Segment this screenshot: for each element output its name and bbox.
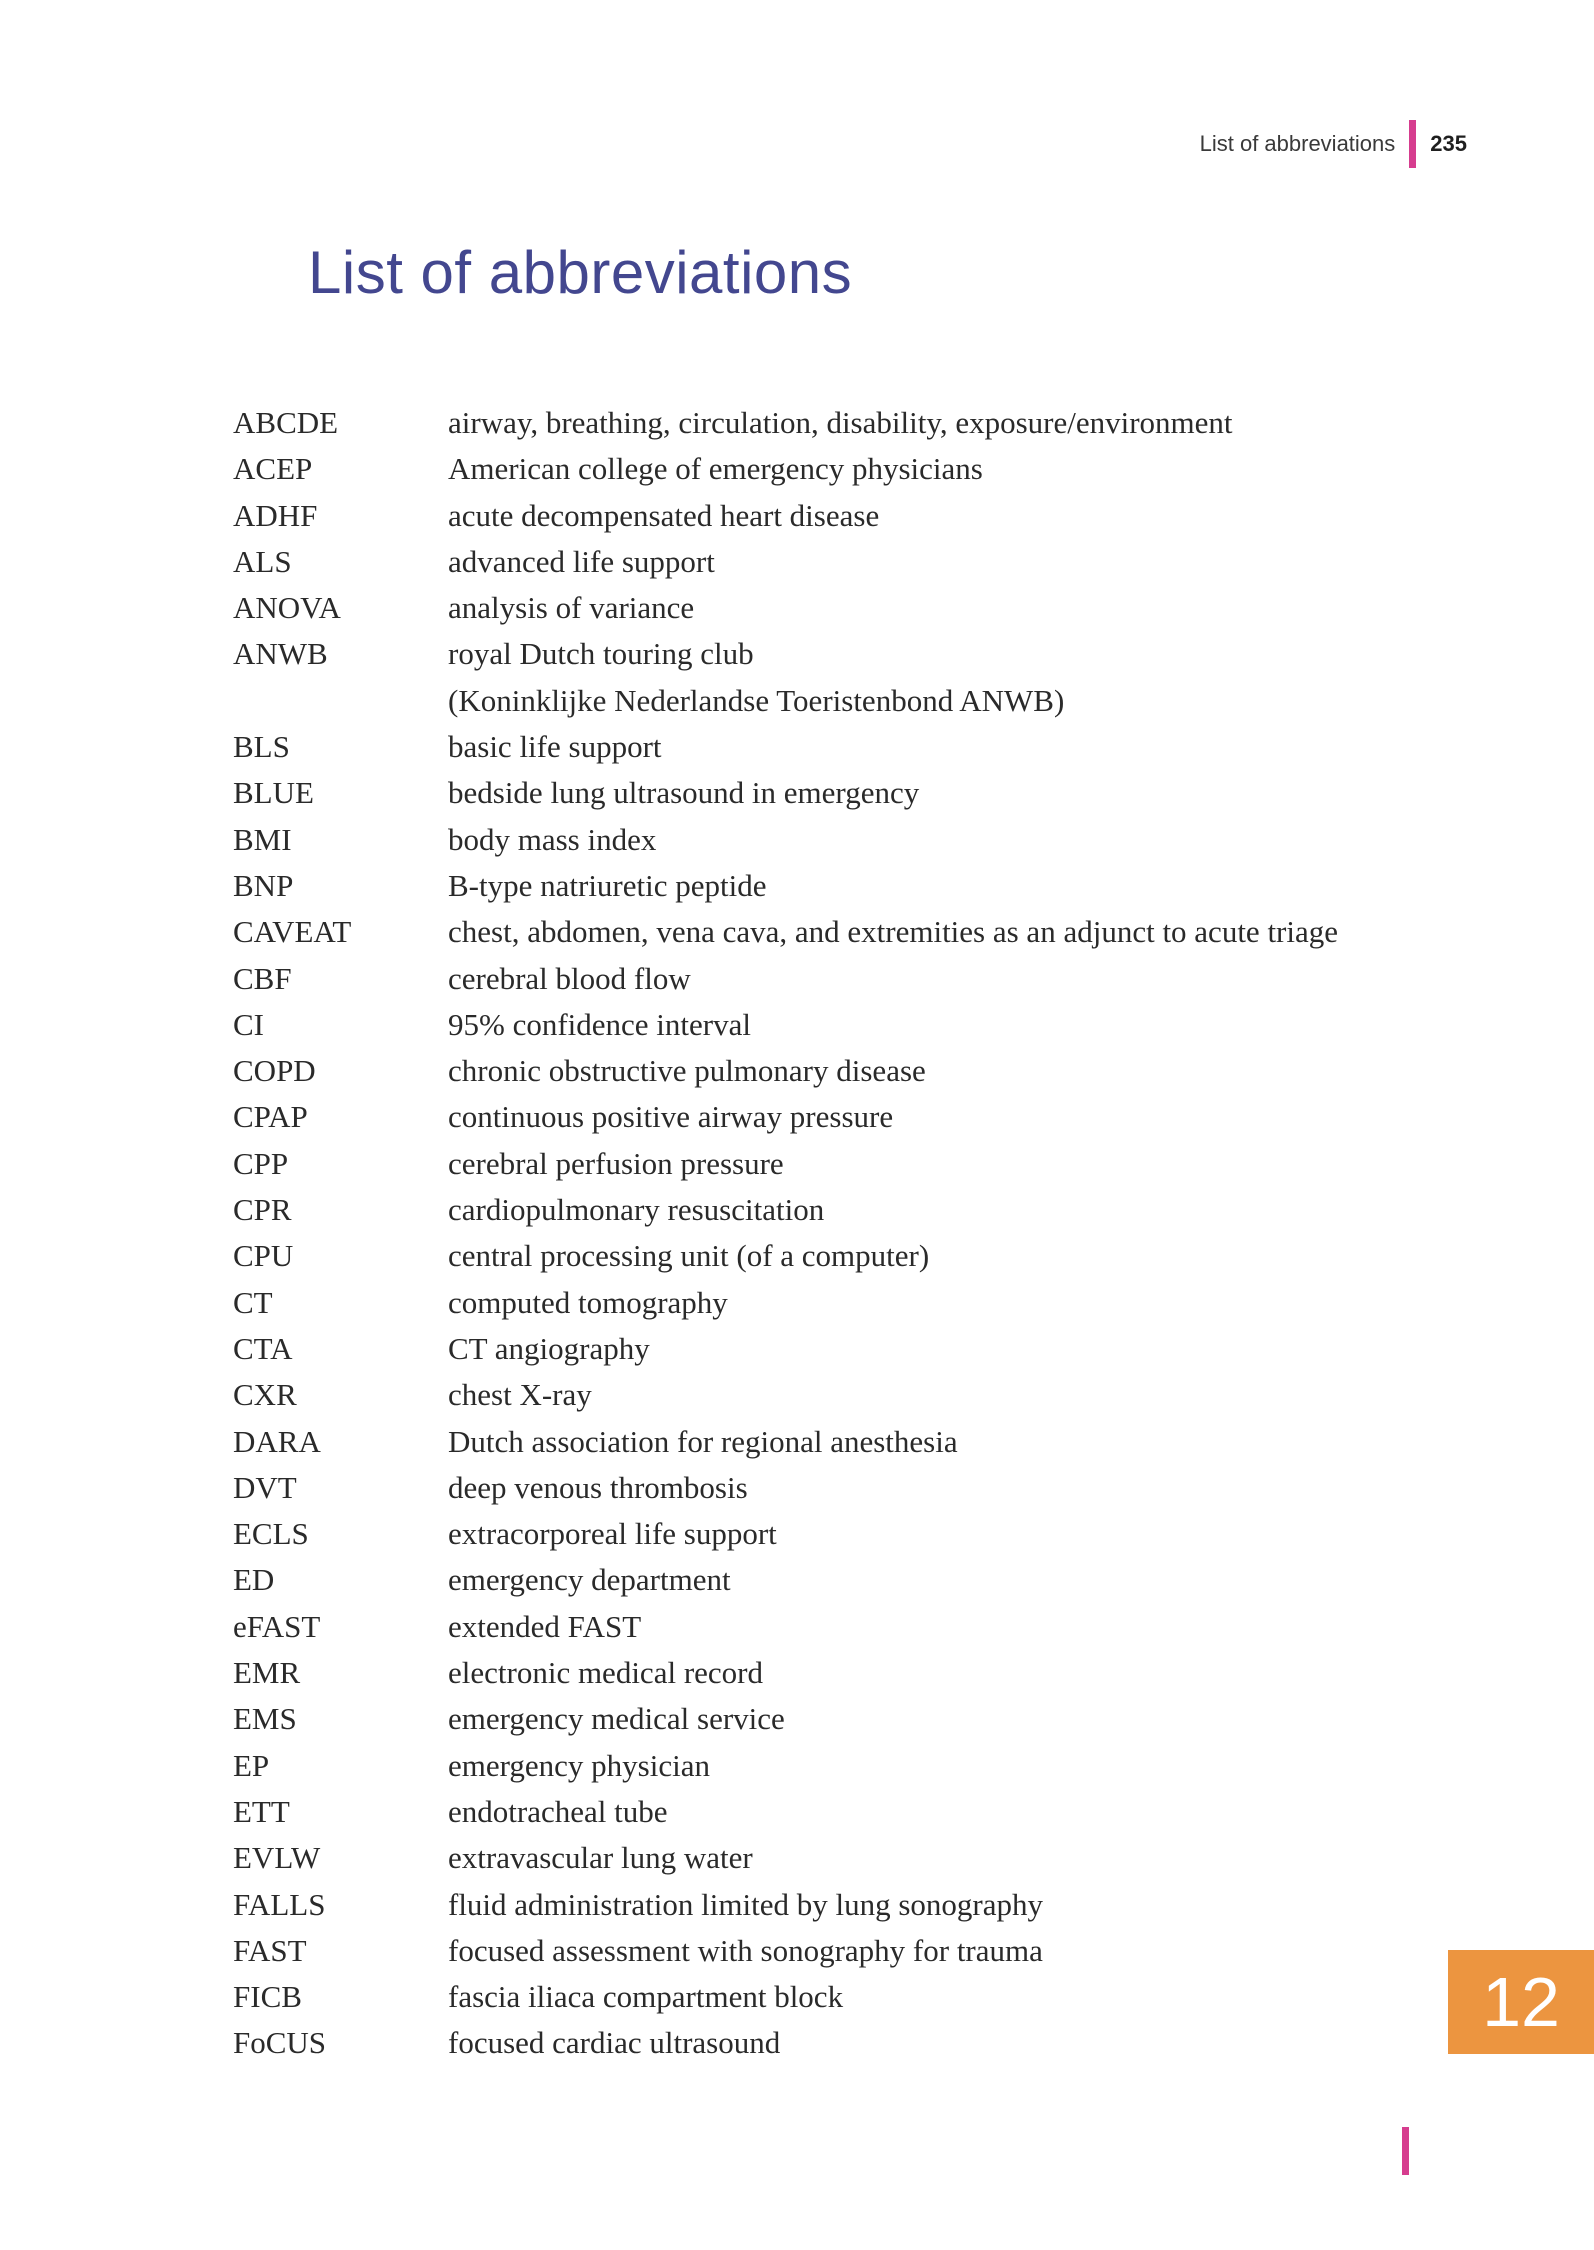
abbreviation-term: CAVEAT bbox=[233, 914, 352, 950]
abbreviation-definition: emergency physician bbox=[448, 1747, 710, 1783]
abbreviation-definition: central processing unit (of a computer) bbox=[448, 1238, 930, 1274]
abbreviation-definition: focused assessment with sonography for trauma bbox=[448, 1932, 1043, 1968]
abbreviation-term: CPAP bbox=[233, 1099, 308, 1135]
abbreviation-row bbox=[233, 1331, 1393, 1377]
abbreviation-term: DVT bbox=[233, 1469, 297, 1505]
abbreviation-definition: 95% confidence interval bbox=[448, 1006, 751, 1042]
abbreviation-term: FAST bbox=[233, 1932, 307, 1968]
abbreviation-row bbox=[233, 1470, 1393, 1516]
abbreviation-definition: emergency department bbox=[448, 1562, 731, 1598]
abbreviation-term: FALLS bbox=[233, 1886, 326, 1922]
abbreviation-row bbox=[233, 1562, 1393, 1608]
abbreviation-definition: advanced life support bbox=[448, 543, 715, 579]
page-number: 235 bbox=[1430, 131, 1467, 156]
abbreviation-term: ECLS bbox=[233, 1516, 309, 1552]
abbreviation-term: ABCDE bbox=[233, 405, 339, 440]
abbreviation-term: CPP bbox=[233, 1145, 289, 1181]
abbreviation-term: ETT bbox=[233, 1793, 290, 1829]
abbreviation-term: CBF bbox=[233, 960, 292, 996]
abbreviation-row bbox=[233, 1979, 1393, 2025]
abbreviation-row bbox=[233, 498, 1393, 544]
abbreviation-row bbox=[233, 775, 1393, 821]
abbreviation-term: BLUE bbox=[233, 775, 314, 811]
abbreviation-term: ALS bbox=[233, 543, 292, 579]
abbreviation-definition: cerebral blood flow bbox=[448, 960, 691, 996]
abbreviation-row bbox=[233, 590, 1393, 636]
abbreviation-row bbox=[233, 1609, 1393, 1655]
abbreviation-definition: CT angiography bbox=[448, 1330, 650, 1366]
abbreviation-term: CT bbox=[233, 1284, 273, 1320]
abbreviation-row bbox=[233, 636, 1393, 682]
abbreviation-definition: Dutch association for regional anesthesia bbox=[448, 1423, 958, 1459]
abbreviation-term: ED bbox=[233, 1562, 275, 1598]
abbreviation-term: ACEP bbox=[233, 451, 313, 487]
abbreviation-term: ANWB bbox=[233, 636, 328, 672]
abbreviation-definition: bedside lung ultrasound in emergency bbox=[448, 775, 920, 811]
abbreviation-term: ANOVA bbox=[233, 590, 341, 626]
abbreviation-row bbox=[233, 1748, 1393, 1794]
abbreviation-definition: chest, abdomen, vena cava, and extremities as an adjunct to acute triage bbox=[448, 914, 1339, 950]
abbreviation-term: COPD bbox=[233, 1053, 316, 1089]
abbreviation-row bbox=[233, 451, 1393, 497]
abbreviation-definition: airway, breathing, circulation, disability, exposure/environment bbox=[448, 405, 1233, 440]
abbreviation-definition: fluid administration limited by lung sonography bbox=[448, 1886, 1043, 1922]
abbreviation-list bbox=[233, 405, 1393, 2072]
abbreviation-row bbox=[233, 961, 1393, 1007]
abbreviation-definition: endotracheal tube bbox=[448, 1793, 668, 1829]
abbreviation-definition: cardiopulmonary resuscitation bbox=[448, 1192, 825, 1228]
abbreviation-row bbox=[233, 405, 1393, 451]
abbreviation-term: BLS bbox=[233, 729, 290, 765]
abbreviation-definition: (Koninklijke Nederlandse Toeristenbond ANWB) bbox=[448, 682, 1065, 718]
abbreviation-definition: analysis of variance bbox=[448, 590, 695, 626]
abbreviation-row bbox=[233, 1377, 1393, 1423]
abbreviation-definition: American college of emergency physicians bbox=[448, 451, 983, 487]
abbreviation-row bbox=[233, 868, 1393, 914]
abbreviation-definition: extracorporeal life support bbox=[448, 1516, 777, 1552]
abbreviation-row bbox=[233, 1192, 1393, 1238]
running-header-title: List of abbreviations bbox=[1199, 131, 1396, 156]
abbreviation-definition: fascia iliaca compartment block bbox=[448, 1979, 844, 2015]
abbreviation-term: eFAST bbox=[233, 1608, 321, 1644]
running-header bbox=[1200, 120, 1467, 168]
abbreviation-row bbox=[233, 1655, 1393, 1701]
abbreviation-term: EMS bbox=[233, 1701, 297, 1737]
abbreviation-term: BMI bbox=[233, 821, 292, 857]
abbreviation-term: EVLW bbox=[233, 1840, 321, 1876]
abbreviation-term: CI bbox=[233, 1006, 264, 1042]
abbreviation-row bbox=[233, 1099, 1393, 1145]
page-title: List of abbreviations bbox=[308, 239, 853, 306]
abbreviation-definition: continuous positive airway pressure bbox=[448, 1099, 894, 1135]
abbreviation-definition: chronic obstructive pulmonary disease bbox=[448, 1053, 926, 1089]
abbreviation-row bbox=[233, 914, 1393, 960]
chapter-number: 12 bbox=[1482, 1963, 1560, 2041]
abbreviation-definition: basic life support bbox=[448, 729, 662, 765]
abbreviation-row bbox=[233, 1007, 1393, 1053]
abbreviation-definition: electronic medical record bbox=[448, 1655, 763, 1691]
abbreviation-definition: deep venous thrombosis bbox=[448, 1469, 748, 1505]
abbreviation-row bbox=[233, 1887, 1393, 1933]
abbreviation-definition: B-type natriuretic peptide bbox=[448, 867, 767, 903]
abbreviation-term: CPU bbox=[233, 1238, 294, 1274]
abbreviation-row bbox=[233, 1516, 1393, 1562]
abbreviation-row bbox=[233, 2025, 1393, 2071]
abbreviation-row bbox=[233, 1794, 1393, 1840]
abbreviation-term: EMR bbox=[233, 1655, 301, 1691]
abbreviation-term: BNP bbox=[233, 867, 294, 903]
abbreviation-definition: acute decompensated heart disease bbox=[448, 497, 880, 533]
abbreviation-definition: chest X-ray bbox=[448, 1377, 592, 1413]
abbreviation-term: CPR bbox=[233, 1192, 292, 1228]
abbreviation-row bbox=[233, 1285, 1393, 1331]
abbreviation-row bbox=[233, 1146, 1393, 1192]
abbreviation-term: DARA bbox=[233, 1423, 321, 1459]
abbreviation-definition: computed tomography bbox=[448, 1284, 728, 1320]
abbreviation-term: CXR bbox=[233, 1377, 297, 1413]
abbreviation-definition: royal Dutch touring club bbox=[448, 636, 754, 672]
abbreviation-definition: extended FAST bbox=[448, 1608, 642, 1644]
abbreviation-definition: focused cardiac ultrasound bbox=[448, 2025, 781, 2061]
abbreviation-term: FoCUS bbox=[233, 2025, 327, 2061]
abbreviation-definition: body mass index bbox=[448, 821, 657, 857]
abbreviation-term: CTA bbox=[233, 1330, 293, 1366]
abbreviation-row bbox=[233, 1053, 1393, 1099]
abbreviation-term: FICB bbox=[233, 1979, 302, 2015]
abbreviation-term: EP bbox=[233, 1747, 270, 1783]
abbreviation-row bbox=[233, 1701, 1393, 1747]
abbreviation-definition: cerebral perfusion pressure bbox=[448, 1145, 784, 1181]
abbreviation-row bbox=[233, 1840, 1393, 1886]
header-accent-bar bbox=[1409, 120, 1416, 168]
abbreviation-definition: extravascular lung water bbox=[448, 1840, 753, 1876]
chapter-tab bbox=[1448, 1950, 1594, 2054]
abbreviation-term: ADHF bbox=[233, 497, 318, 533]
abbreviation-row bbox=[233, 544, 1393, 590]
abbreviation-row bbox=[233, 683, 1393, 729]
abbreviation-row bbox=[233, 822, 1393, 868]
abbreviation-definition: emergency medical service bbox=[448, 1701, 785, 1737]
abbreviation-row bbox=[233, 1238, 1393, 1284]
footer-accent-bar bbox=[1402, 2127, 1409, 2175]
abbreviation-row bbox=[233, 1424, 1393, 1470]
abbreviation-row bbox=[233, 729, 1393, 775]
abbreviation-row bbox=[233, 1933, 1393, 1979]
